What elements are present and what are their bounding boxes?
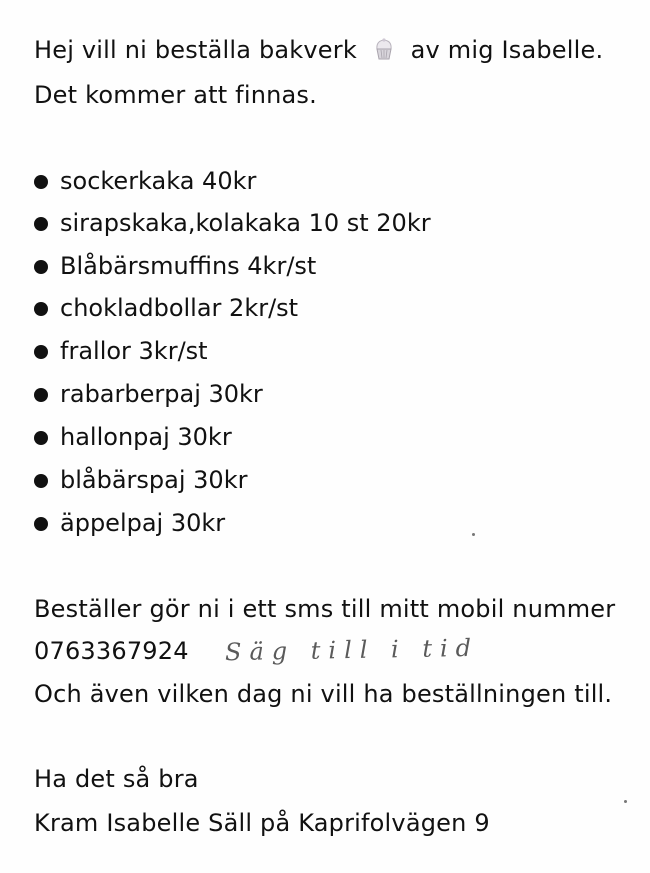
- intro-text-before-icon: Hej vill ni beställa bakverk: [34, 36, 357, 64]
- bullet-icon: [34, 345, 48, 359]
- list-item: [34, 166, 256, 196]
- closing-greeting: Ha det så bra: [34, 765, 199, 793]
- bullet-icon: [34, 217, 48, 231]
- list-item-text: rabarberpaj 30kr: [60, 380, 263, 408]
- intro-text-after-icon: av mig Isabelle.: [410, 36, 604, 64]
- intro-line-2: Det kommer att finnas.: [34, 81, 317, 109]
- list-item-text: äppelpaj 30kr: [60, 509, 226, 537]
- list-item: [34, 465, 247, 495]
- order-day-line: Och även vilken dag ni vill ha beställningen till.: [34, 680, 613, 708]
- paper-speck: [624, 800, 627, 803]
- list-item-text: hallonpaj 30kr: [60, 423, 232, 451]
- paper-speck: [472, 533, 475, 536]
- cupcake-icon: [371, 36, 397, 69]
- bullet-icon: [34, 302, 48, 316]
- bullet-icon: [34, 388, 48, 402]
- list-item-text: frallor 3kr/st: [60, 337, 208, 365]
- bullet-icon: [34, 431, 48, 445]
- list-item: [34, 293, 298, 323]
- list-item-text: Blåbärsmuffins 4kr/st: [60, 252, 317, 280]
- list-item: [34, 422, 232, 452]
- bullet-icon: [34, 474, 48, 488]
- bullet-icon: [34, 260, 48, 274]
- list-item-text: chokladbollar 2kr/st: [60, 294, 299, 322]
- closing-signature: Kram Isabelle Säll på Kaprifolvägen 9: [34, 809, 490, 837]
- list-item: [34, 251, 316, 281]
- bullet-icon: [34, 517, 48, 531]
- intro-line-1: [34, 35, 603, 69]
- list-item: [34, 379, 263, 409]
- phone-number: 0763367924: [34, 637, 189, 665]
- bullet-icon: [34, 175, 48, 189]
- list-item: [34, 208, 431, 238]
- list-item-text: sockerkaka 40kr: [60, 167, 257, 195]
- handwritten-note: Säg till i tid: [224, 633, 480, 667]
- list-item: [34, 336, 208, 366]
- list-item-text: blåbärspaj 30kr: [60, 466, 248, 494]
- order-instructions-line: Beställer gör ni i ett sms till mitt mobil nummer: [34, 595, 616, 623]
- list-item-text: sirapskaka,kolakaka 10 st 20kr: [60, 209, 431, 237]
- list-item: [34, 508, 225, 538]
